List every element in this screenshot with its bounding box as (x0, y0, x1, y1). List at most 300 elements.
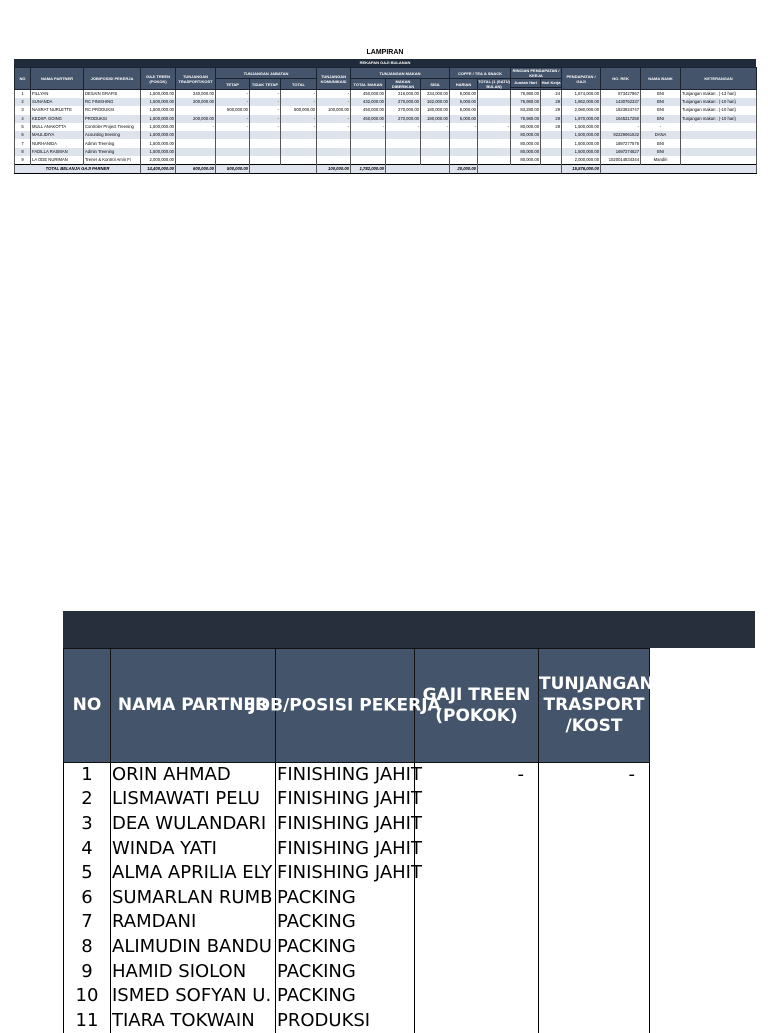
zoom-cell-no: 9 (64, 959, 111, 984)
zoom-cell-job: PACKING (276, 959, 415, 984)
cell-harian: - (450, 123, 478, 131)
table-row (15, 156, 757, 165)
cell-total (281, 156, 317, 165)
cell-harian: 5,000.00 (450, 98, 478, 106)
cell-tidak-tetap (250, 156, 281, 165)
table-row (15, 98, 757, 106)
zoom-cell-job: FINISHING JAHIT (276, 836, 415, 861)
cell-total-makan (351, 131, 386, 139)
cell-rek: 873427867 (601, 90, 641, 99)
cell-makan-diberikan: 270,000.00 (386, 106, 421, 114)
zoom-table-row (64, 959, 650, 984)
payroll-sheet-preview (14, 47, 756, 174)
header-gaji-treen: GAJI TREEN (POKOK) (141, 68, 176, 90)
zoom-cell-nama: SUMARLAN RUMB (111, 885, 276, 910)
zoom-cell-job: PACKING (276, 885, 415, 910)
cell-ket (681, 123, 757, 131)
cell-makan-diberikan: 216,000.00 (386, 90, 421, 99)
cell-pendapatan: 1,500,000.00 (562, 139, 601, 147)
cell-bank: Mandiri (641, 156, 681, 165)
cell-rincian: 83,280.00 (511, 106, 541, 114)
table-row (15, 148, 757, 156)
cell-harian: 5,000.00 (450, 106, 478, 114)
cell-trasport (176, 148, 216, 156)
zoom-cell-trasport (539, 984, 650, 1009)
cell-total (281, 131, 317, 139)
total-label: TOTAL BELANJA GAJI PARNER (15, 165, 141, 174)
cell-tidak-tetap: - (250, 123, 281, 131)
cell-tidak-tetap (250, 131, 281, 139)
zoom-cell-trasport: - (539, 763, 650, 788)
cell-nama: SUNANDA (31, 98, 84, 106)
header-nama-bank: NAMA BANK (641, 68, 681, 90)
cell-sisa: 234,000.00 (421, 90, 450, 99)
zoom-cell-job: FINISHING JAHIT (276, 763, 415, 788)
cell-sisa: 162,000.00 (421, 98, 450, 106)
cell-rincian: 76,980.00 (511, 98, 541, 106)
cell-total-makan: 432,000.00 (351, 98, 386, 106)
cell-no: 7 (15, 139, 31, 147)
cell-pendapatan: 2,000,000.00 (562, 156, 601, 165)
cell-gaji: 1,500,000.00 (141, 148, 176, 156)
cell-satu-bulan: - (478, 123, 511, 131)
zoom-cell-trasport (539, 861, 650, 886)
cell-pendapatan: 1,500,000.00 (562, 148, 601, 156)
cell-no: 2 (15, 98, 31, 106)
cell-job: Admin Treening (84, 139, 141, 147)
cell-gaji: 1,500,000.00 (141, 98, 176, 106)
zoom-cell-nama: LISMAWATI PELU (111, 787, 276, 812)
zoom-cell-nama: TIARA TOKWAIN (111, 1008, 276, 1033)
zoomed-sheet-view (63, 611, 755, 1031)
cell-hari (541, 148, 562, 156)
cell-makan-diberikan (386, 139, 421, 147)
cell-tetap: - (216, 90, 250, 99)
zoom-table-row (64, 812, 650, 837)
cell-hari (541, 131, 562, 139)
cell-satu-bulan (478, 139, 511, 147)
cell-nama: MULL ANAKOTTA (31, 123, 84, 131)
zoom-header-tunjangan-trasport: TUNJANGAN TRASPORT /KOST (539, 649, 650, 763)
header-harian: HARIAN (450, 79, 478, 90)
total-gaji: 14,400,000.00 (141, 165, 176, 174)
cell-satu-bulan (478, 156, 511, 165)
table-row (15, 90, 757, 99)
cell-tidak-tetap: - (250, 98, 281, 106)
cell-komunikasi: - (317, 123, 351, 131)
zoom-cell-nama: ALMA APRILIA ELY (111, 861, 276, 886)
cell-satu-bulan (478, 106, 511, 114)
zoom-table-row (64, 1008, 650, 1033)
cell-hari: 29 (541, 106, 562, 114)
zoom-table-row (64, 836, 650, 861)
header-tetap: TETAP (216, 79, 250, 90)
cell-hari: 29 (541, 123, 562, 131)
cell-ket (681, 131, 757, 139)
cell-total-makan: 450,000.00 (351, 115, 386, 123)
cell-tetap (216, 131, 250, 139)
total-empty (478, 165, 562, 174)
cell-tidak-tetap (250, 139, 281, 147)
zoom-cell-nama: RAMDANI (111, 910, 276, 935)
total-total-makan: 1,782,000.00 (351, 165, 386, 174)
header-total-makan: TOTAL MAKAN (351, 79, 386, 90)
cell-no: 3 (15, 106, 31, 114)
cell-komunikasi: - (317, 98, 351, 106)
cell-job: DESAIN GRAFIS (84, 90, 141, 99)
cell-bank: BNI (641, 98, 681, 106)
cell-tetap (216, 139, 250, 147)
header-nama-partner: NAMA PARTNER (31, 68, 84, 90)
cell-nama: FILLYAN (31, 90, 84, 99)
cell-total: 500,000.00 (281, 106, 317, 114)
header-keterangan: KETERANGAN (681, 68, 757, 90)
header-makan-diberikan: MAKAN DIBERIKAN (386, 79, 421, 90)
cell-hari (541, 156, 562, 165)
cell-hari: 24 (541, 90, 562, 99)
header-tunjangan-trasport: TUNJANGAN TRASPORT/KOST (176, 68, 216, 90)
zoom-table-row (64, 885, 650, 910)
header-total-jabatan: TOTAL (281, 79, 317, 90)
cell-harian (450, 148, 478, 156)
zoom-cell-gaji (415, 984, 539, 1009)
cell-trasport (176, 139, 216, 147)
cell-no: 6 (15, 131, 31, 139)
header-pendapatan: PENDAPATAN / GAJI (562, 68, 601, 90)
zoom-cell-no: 6 (64, 885, 111, 910)
zoom-cell-no: 11 (64, 1008, 111, 1033)
cell-pendapatan: 1,500,000.00 (562, 131, 601, 139)
cell-tetap (216, 156, 250, 165)
cell-hari (541, 139, 562, 147)
document-title: LAMPIRAN (366, 49, 404, 56)
table-row (15, 106, 757, 114)
cell-rek: 1897277576 (601, 139, 641, 147)
cell-sisa: - (421, 123, 450, 131)
zoom-cell-nama: DEA WULANDARI (111, 812, 276, 837)
zoom-cell-nama: HAMID SIOLON (111, 959, 276, 984)
zoom-header-no: NO (64, 649, 111, 763)
cell-harian (450, 139, 478, 147)
cell-rincian: 76,980.00 (511, 115, 541, 123)
cell-nama: FADILLA RASMAN (31, 148, 84, 156)
cell-komunikasi: - (317, 115, 351, 123)
cell-satu-bulan (478, 131, 511, 139)
cell-rincian: 80,000.00 (511, 123, 541, 131)
header-tunjangan-komunikasi: TUNJANGAN KOMUNIKASI (317, 68, 351, 90)
cell-harian (450, 156, 478, 165)
zoom-cell-no: 3 (64, 812, 111, 837)
cell-makan-diberikan: 270,000.00 (386, 115, 421, 123)
sheet-subtitle-band: REKAPAN GAJI BULANAN (14, 59, 756, 67)
cell-total: - (281, 90, 317, 99)
cell-trasport: - (176, 123, 216, 131)
cell-sisa: 180,000.00 (421, 115, 450, 123)
cell-makan-diberikan (386, 156, 421, 165)
cell-rek: - (601, 123, 641, 131)
cell-tetap: - (216, 123, 250, 131)
cell-total: - (281, 98, 317, 106)
zoom-cell-nama: ORIN AHMAD (111, 763, 276, 788)
zoom-cell-trasport (539, 1008, 650, 1033)
cell-ket (681, 139, 757, 147)
zoom-table (63, 648, 654, 1033)
cell-rincian: 80,000.00 (511, 148, 541, 156)
cell-trasport: 200,000.00 (176, 98, 216, 106)
cell-tidak-tetap: - (250, 90, 281, 99)
cell-total-makan (351, 139, 386, 147)
cell-rek: 1823924747 (601, 106, 641, 114)
cell-gaji: 1,500,000.00 (141, 115, 176, 123)
cell-total-makan (351, 148, 386, 156)
cell-total-makan: 450,000.00 (351, 106, 386, 114)
total-trasport: 600,000.00 (176, 165, 216, 174)
zoom-title-band (63, 611, 755, 648)
cell-nama: MAULIDIYA (31, 131, 84, 139)
cell-gaji: 1,500,000.00 (141, 139, 176, 147)
zoom-cell-trasport (539, 910, 650, 935)
cell-nama: NASRAT NURLETTE (31, 106, 84, 114)
cell-no: 5 (15, 123, 31, 131)
cell-komunikasi (317, 131, 351, 139)
cell-bank: - (641, 123, 681, 131)
zoom-cell-no: 10 (64, 984, 111, 1009)
cell-ket: Tunjangan makan : (-10 hari) (681, 115, 757, 123)
cell-bank: DANA (641, 131, 681, 139)
cell-tetap: 500,000.00 (216, 106, 250, 114)
total-tetap: 500,000.00 (216, 165, 250, 174)
cell-job: PRODUKSI (84, 115, 141, 123)
zoom-cell-job: PACKING (276, 910, 415, 935)
cell-makan-diberikan (386, 131, 421, 139)
header-tunjangan-jabatan: TUNJANGAN JABATAN (216, 68, 317, 79)
cell-rek: 1697274627 (601, 148, 641, 156)
table-row (15, 115, 757, 123)
total-empty (601, 165, 757, 174)
zoom-cell-gaji (415, 910, 539, 935)
cell-komunikasi: 100,000.00 (317, 106, 351, 114)
zoom-cell-trasport (539, 959, 650, 984)
cell-job: Admin Treening (84, 148, 141, 156)
cell-trasport: 240,000.00 (176, 90, 216, 99)
cell-nama: LA ODE NURIMAN (31, 156, 84, 165)
total-row (15, 165, 757, 174)
cell-ket: Tunjangan makan : (-10 hari) (681, 98, 757, 106)
cell-no: 9 (15, 156, 31, 165)
cell-pendapatan: 1,862,000.00 (562, 98, 601, 106)
cell-job: Controler Project Treening (84, 123, 141, 131)
cell-makan-diberikan (386, 148, 421, 156)
cell-total: - (281, 123, 317, 131)
zoom-cell-job: PRODUKSI (276, 1008, 415, 1033)
cell-rek: 1430762337 (601, 98, 641, 106)
cell-rincian: 80,000.00 (511, 139, 541, 147)
cell-bank: BNI (641, 148, 681, 156)
zoom-cell-job: FINISHING JAHIT (276, 861, 415, 886)
cell-ket: Tunjangan makan : (-13 hari) (681, 90, 757, 99)
cell-gaji: 1,500,000.00 (141, 131, 176, 139)
cell-komunikasi (317, 139, 351, 147)
cell-rincian: 80,000.00 (511, 156, 541, 165)
zoom-header-nama-partner: NAMA PARTNER (111, 649, 276, 763)
zoom-cell-nama: ALIMUDIN BANDU (111, 935, 276, 960)
zoom-table-row (64, 787, 650, 812)
header-no: NO (15, 68, 31, 90)
zoom-header-job-label: JOB/POSISI PEKERJA (249, 695, 441, 715)
cell-bank: BNI (641, 115, 681, 123)
zoom-header-job-posisi (249, 649, 441, 763)
zoom-cell-gaji (415, 1008, 539, 1033)
cell-no: 8 (15, 148, 31, 156)
zoom-cell-gaji (415, 861, 539, 886)
zoom-table-row (64, 984, 650, 1009)
cell-sisa (421, 131, 450, 139)
cell-harian: 5,000.00 (450, 115, 478, 123)
header-rincian-pendapatan: RINCIAN PENDAPATAN / KERJA (511, 68, 562, 79)
cell-gaji: 1,500,000.00 (141, 123, 176, 131)
zoom-cell-no: 2 (64, 787, 111, 812)
cell-tetap: - (216, 115, 250, 123)
zoom-table-row (64, 910, 650, 935)
cell-trasport: 200,000.00 (176, 115, 216, 123)
cell-rek: 82229061532 (601, 131, 641, 139)
cell-makan-diberikan: - (386, 123, 421, 131)
cell-trasport (176, 106, 216, 114)
zoom-cell-gaji (415, 787, 539, 812)
cell-rek: 1520014834344 (601, 156, 641, 165)
cell-satu-bulan (478, 98, 511, 106)
cell-satu-bulan (478, 90, 511, 99)
total-komunikasi: 100,000.00 (317, 165, 351, 174)
header-jumlah-hari: Jumlah Hari (511, 79, 541, 88)
zoom-header-gaji-treen: GAJI TREEN (POKOK) (415, 649, 539, 763)
zoom-cell-gaji (415, 935, 539, 960)
zoom-cell-nama: ISMED SOFYAN U. (111, 984, 276, 1009)
cell-komunikasi (317, 148, 351, 156)
zoom-cell-job: FINISHING JAHIT (276, 812, 415, 837)
total-empty (250, 165, 317, 174)
cell-tidak-tetap: - (250, 106, 281, 114)
cell-nama: KEDXP. GOING (31, 115, 84, 123)
header-satu-bulan: TOTAL (1 (SATU) BULAN) (478, 79, 510, 89)
cell-pendapatan: 1,500,000.00 (562, 123, 601, 131)
cell-sisa (421, 148, 450, 156)
cell-tetap (216, 148, 250, 156)
header-job-posisi: JOB/POSISI PEKERJA (84, 68, 141, 90)
header-tidak-tetap: TIDAK TETAP (250, 79, 281, 90)
cell-total-makan: - (351, 123, 386, 131)
zoom-cell-trasport (539, 787, 650, 812)
cell-tetap: - (216, 98, 250, 106)
total-pendapatan: 15,576,000.00 (562, 165, 601, 174)
cell-sisa: 180,000.00 (421, 106, 450, 114)
zoom-cell-gaji (415, 812, 539, 837)
cell-job: Trener & Kontrol Amin Fi (84, 156, 141, 165)
total-empty (386, 165, 450, 174)
cell-total-makan: 450,000.00 (351, 90, 386, 99)
cell-rincian: 80,000.00 (511, 131, 541, 139)
cell-tidak-tetap: - (250, 115, 281, 123)
cell-total-makan (351, 156, 386, 165)
cell-job: RC FINISHING (84, 98, 141, 106)
cell-no: 1 (15, 90, 31, 99)
total-harian: 20,000.00 (450, 165, 478, 174)
zoom-cell-job: PACKING (276, 935, 415, 960)
cell-gaji: 2,000,000.00 (141, 156, 176, 165)
cell-satu-bulan (478, 148, 511, 156)
zoom-cell-no: 1 (64, 763, 111, 788)
cell-nama: NURHANIDA (31, 139, 84, 147)
zoom-cell-gaji: - (415, 763, 539, 788)
cell-pendapatan: 2,080,000.00 (562, 106, 601, 114)
zoom-cell-gaji (415, 836, 539, 861)
header-coffee-tea-snack: COFFE / TEA & SNACK (450, 68, 511, 79)
zoom-table-row (64, 935, 650, 960)
cell-rincian: 76,980.00 (511, 90, 541, 99)
cell-bank: BNI (641, 139, 681, 147)
cell-ket (681, 148, 757, 156)
cell-trasport (176, 131, 216, 139)
zoom-cell-trasport (539, 812, 650, 837)
cell-trasport (176, 156, 216, 165)
header-sisa: SISA (421, 79, 450, 90)
cell-gaji: 1,500,000.00 (141, 90, 176, 99)
cell-no: 4 (15, 115, 31, 123)
zoom-table-row (64, 861, 650, 886)
cell-total (281, 139, 317, 147)
table-row (15, 123, 757, 131)
header-tunjangan-makan: TUNJANGAN MAKAN (351, 68, 450, 79)
zoom-cell-trasport (539, 935, 650, 960)
zoom-cell-job: PACKING (276, 984, 415, 1009)
table-row (15, 131, 757, 139)
zoom-cell-no: 5 (64, 861, 111, 886)
cell-gaji: 1,500,000.00 (141, 106, 176, 114)
cell-hari: 29 (541, 98, 562, 106)
cell-komunikasi: - (317, 90, 351, 99)
payroll-table (14, 67, 757, 174)
table-row (15, 139, 757, 147)
zoom-cell-no: 7 (64, 910, 111, 935)
cell-job: Acounting treening (84, 131, 141, 139)
cell-makan-diberikan: 270,000.00 (386, 98, 421, 106)
header-no-rek: NO. REK (601, 68, 641, 90)
zoom-cell-gaji (415, 959, 539, 984)
cell-hari: 29 (541, 115, 562, 123)
cell-harian: 5,000.00 (450, 90, 478, 99)
zoom-cell-trasport (539, 885, 650, 910)
header-hari-kerja: Hari Kerja (541, 80, 561, 86)
cell-ket: Tunjangan makan : (-10 hari) (681, 106, 757, 114)
zoom-cell-job: FINISHING JAHIT (276, 787, 415, 812)
cell-bank: BNI (641, 106, 681, 114)
cell-job: RC PRODUKSI (84, 106, 141, 114)
cell-pendapatan: 1,674,000.00 (562, 90, 601, 99)
cell-ket (681, 156, 757, 165)
zoom-cell-no: 4 (64, 836, 111, 861)
zoom-cell-gaji (415, 885, 539, 910)
cell-komunikasi (317, 156, 351, 165)
cell-sisa (421, 139, 450, 147)
cell-total: - (281, 115, 317, 123)
zoom-table-row (64, 763, 650, 788)
cell-pendapatan: 1,870,000.00 (562, 115, 601, 123)
cell-bank: BNI (641, 90, 681, 99)
cell-harian (450, 131, 478, 139)
cell-sisa (421, 156, 450, 165)
cell-tidak-tetap (250, 148, 281, 156)
cell-total (281, 148, 317, 156)
